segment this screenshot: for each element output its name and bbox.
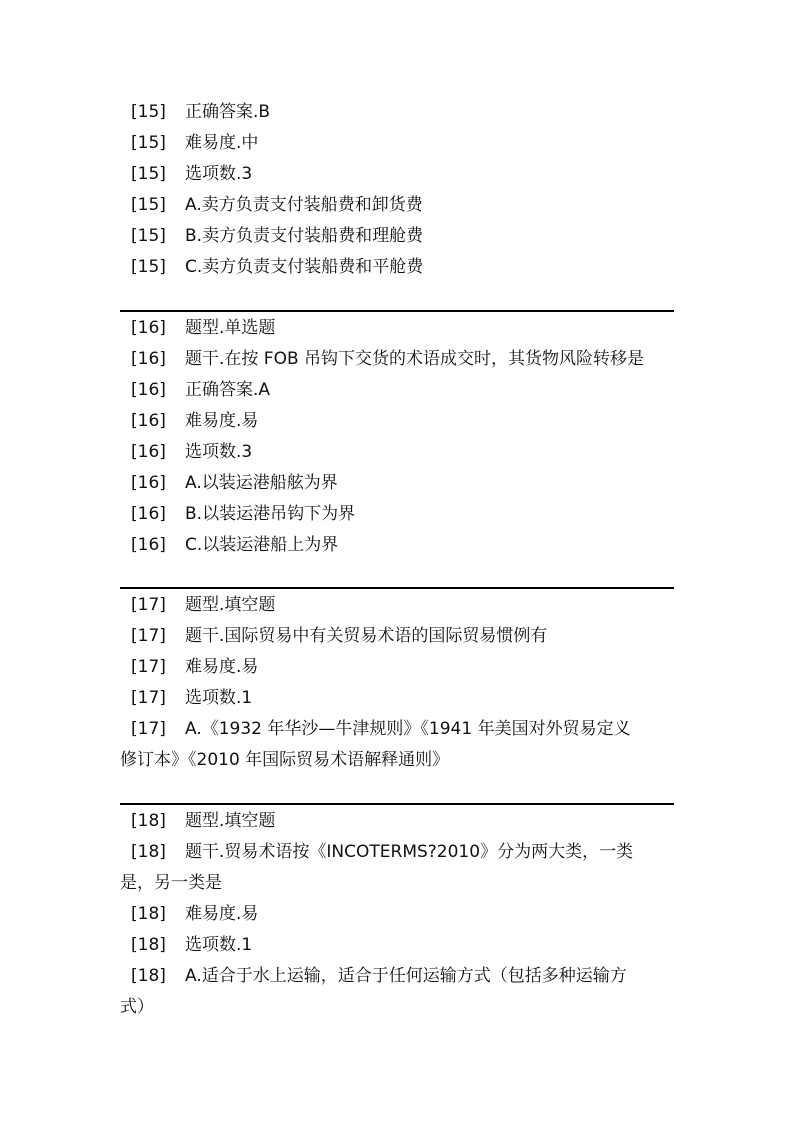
question-block-15: [120, 97, 673, 283]
question-line: [120, 406, 673, 437]
line-text: 题型.填空题: [185, 595, 276, 615]
question-number: [18]: [131, 811, 166, 831]
question-line: [120, 499, 673, 530]
question-line: [120, 590, 673, 621]
question-number: [16]: [131, 504, 166, 524]
question-number: [16]: [131, 442, 166, 462]
line-text: 选项数.1: [185, 688, 253, 708]
line-text: 题型.单选题: [185, 318, 276, 338]
line-text: 修订本》《2010 年国际贸易术语解释通则》: [120, 750, 450, 770]
question-line: [120, 128, 673, 159]
question-line: [120, 621, 673, 652]
question-line: [120, 190, 673, 221]
question-number: [18]: [131, 935, 166, 955]
question-number: [16]: [131, 411, 166, 431]
question-number: [15]: [131, 226, 166, 246]
line-text: 题型.填空题: [185, 811, 276, 831]
question-block-16: [120, 313, 673, 561]
question-line: [120, 714, 673, 745]
question-line-continued: [120, 992, 673, 1023]
line-text: A.以装运港船舷为界: [185, 473, 338, 493]
question-number: [16]: [131, 473, 166, 493]
question-number: [16]: [131, 349, 166, 369]
line-text: C.以装运港船上为界: [185, 535, 339, 555]
line-text: 题干.贸易术语按《INCOTERMS?2010》分为两大类，一类: [185, 842, 634, 862]
question-line: [120, 313, 673, 344]
line-text: 式）: [120, 997, 154, 1017]
line-text: 难易度.中: [185, 133, 259, 153]
question-line: [120, 930, 673, 961]
question-block-18: [120, 806, 673, 1023]
line-text: 是，另一类是: [120, 873, 222, 893]
section-divider: [120, 310, 674, 312]
question-line: [120, 437, 673, 468]
question-line-continued: [120, 745, 673, 776]
question-number: [15]: [131, 164, 166, 184]
line-text: A.卖方负责支付装船费和卸货费: [185, 195, 423, 215]
question-number: [18]: [131, 904, 166, 924]
question-number: [17]: [131, 626, 166, 646]
question-number: [17]: [131, 657, 166, 677]
question-number: [18]: [131, 842, 166, 862]
section-divider: [120, 803, 674, 805]
question-number: [15]: [131, 195, 166, 215]
question-number: [15]: [131, 102, 166, 122]
question-number: [15]: [131, 133, 166, 153]
question-line: [120, 961, 673, 992]
line-text: 难易度.易: [185, 657, 259, 677]
line-text: A.适合于水上运输，适合于任何运输方式（包括多种运输方: [185, 966, 627, 986]
line-text: 难易度.易: [185, 411, 259, 431]
question-line: [120, 344, 673, 375]
line-text: A.《1932 年华沙—牛津规则》《1941 年美国对外贸易定义: [185, 719, 631, 739]
question-number: [16]: [131, 318, 166, 338]
question-number: [17]: [131, 719, 166, 739]
line-text: 正确答案.A: [185, 380, 271, 400]
section-divider: [120, 587, 674, 589]
question-line-continued: [120, 868, 673, 899]
question-line: [120, 652, 673, 683]
question-number: [16]: [131, 380, 166, 400]
line-text: 选项数.3: [185, 442, 253, 462]
question-line: [120, 837, 673, 868]
line-text: B.卖方负责支付装船费和理舱费: [185, 226, 424, 246]
question-line: [120, 375, 673, 406]
question-line: [120, 97, 673, 128]
question-line: [120, 159, 673, 190]
question-line: [120, 683, 673, 714]
question-line: [120, 221, 673, 252]
line-text: 选项数.1: [185, 935, 253, 955]
question-number: [16]: [131, 535, 166, 555]
question-line: [120, 530, 673, 561]
line-text: 难易度.易: [185, 904, 259, 924]
question-line: [120, 806, 673, 837]
line-text: 正确答案.B: [185, 102, 271, 122]
question-line: [120, 468, 673, 499]
question-number: [18]: [131, 966, 166, 986]
question-line: [120, 899, 673, 930]
question-block-17: [120, 590, 673, 776]
question-number: [17]: [131, 688, 166, 708]
question-number: [15]: [131, 257, 166, 277]
question-number: [17]: [131, 595, 166, 615]
line-text: 选项数.3: [185, 164, 253, 184]
question-line: [120, 252, 673, 283]
line-text: 题干.在按 FOB 吊钩下交货的术语成交时，其货物风险转移是: [185, 349, 645, 369]
line-text: C.卖方负责支付装船费和平舱费: [185, 257, 424, 277]
line-text: B.以装运港吊钩下为界: [185, 504, 356, 524]
line-text: 题干.国际贸易中有关贸易术语的国际贸易惯例有: [185, 626, 548, 646]
